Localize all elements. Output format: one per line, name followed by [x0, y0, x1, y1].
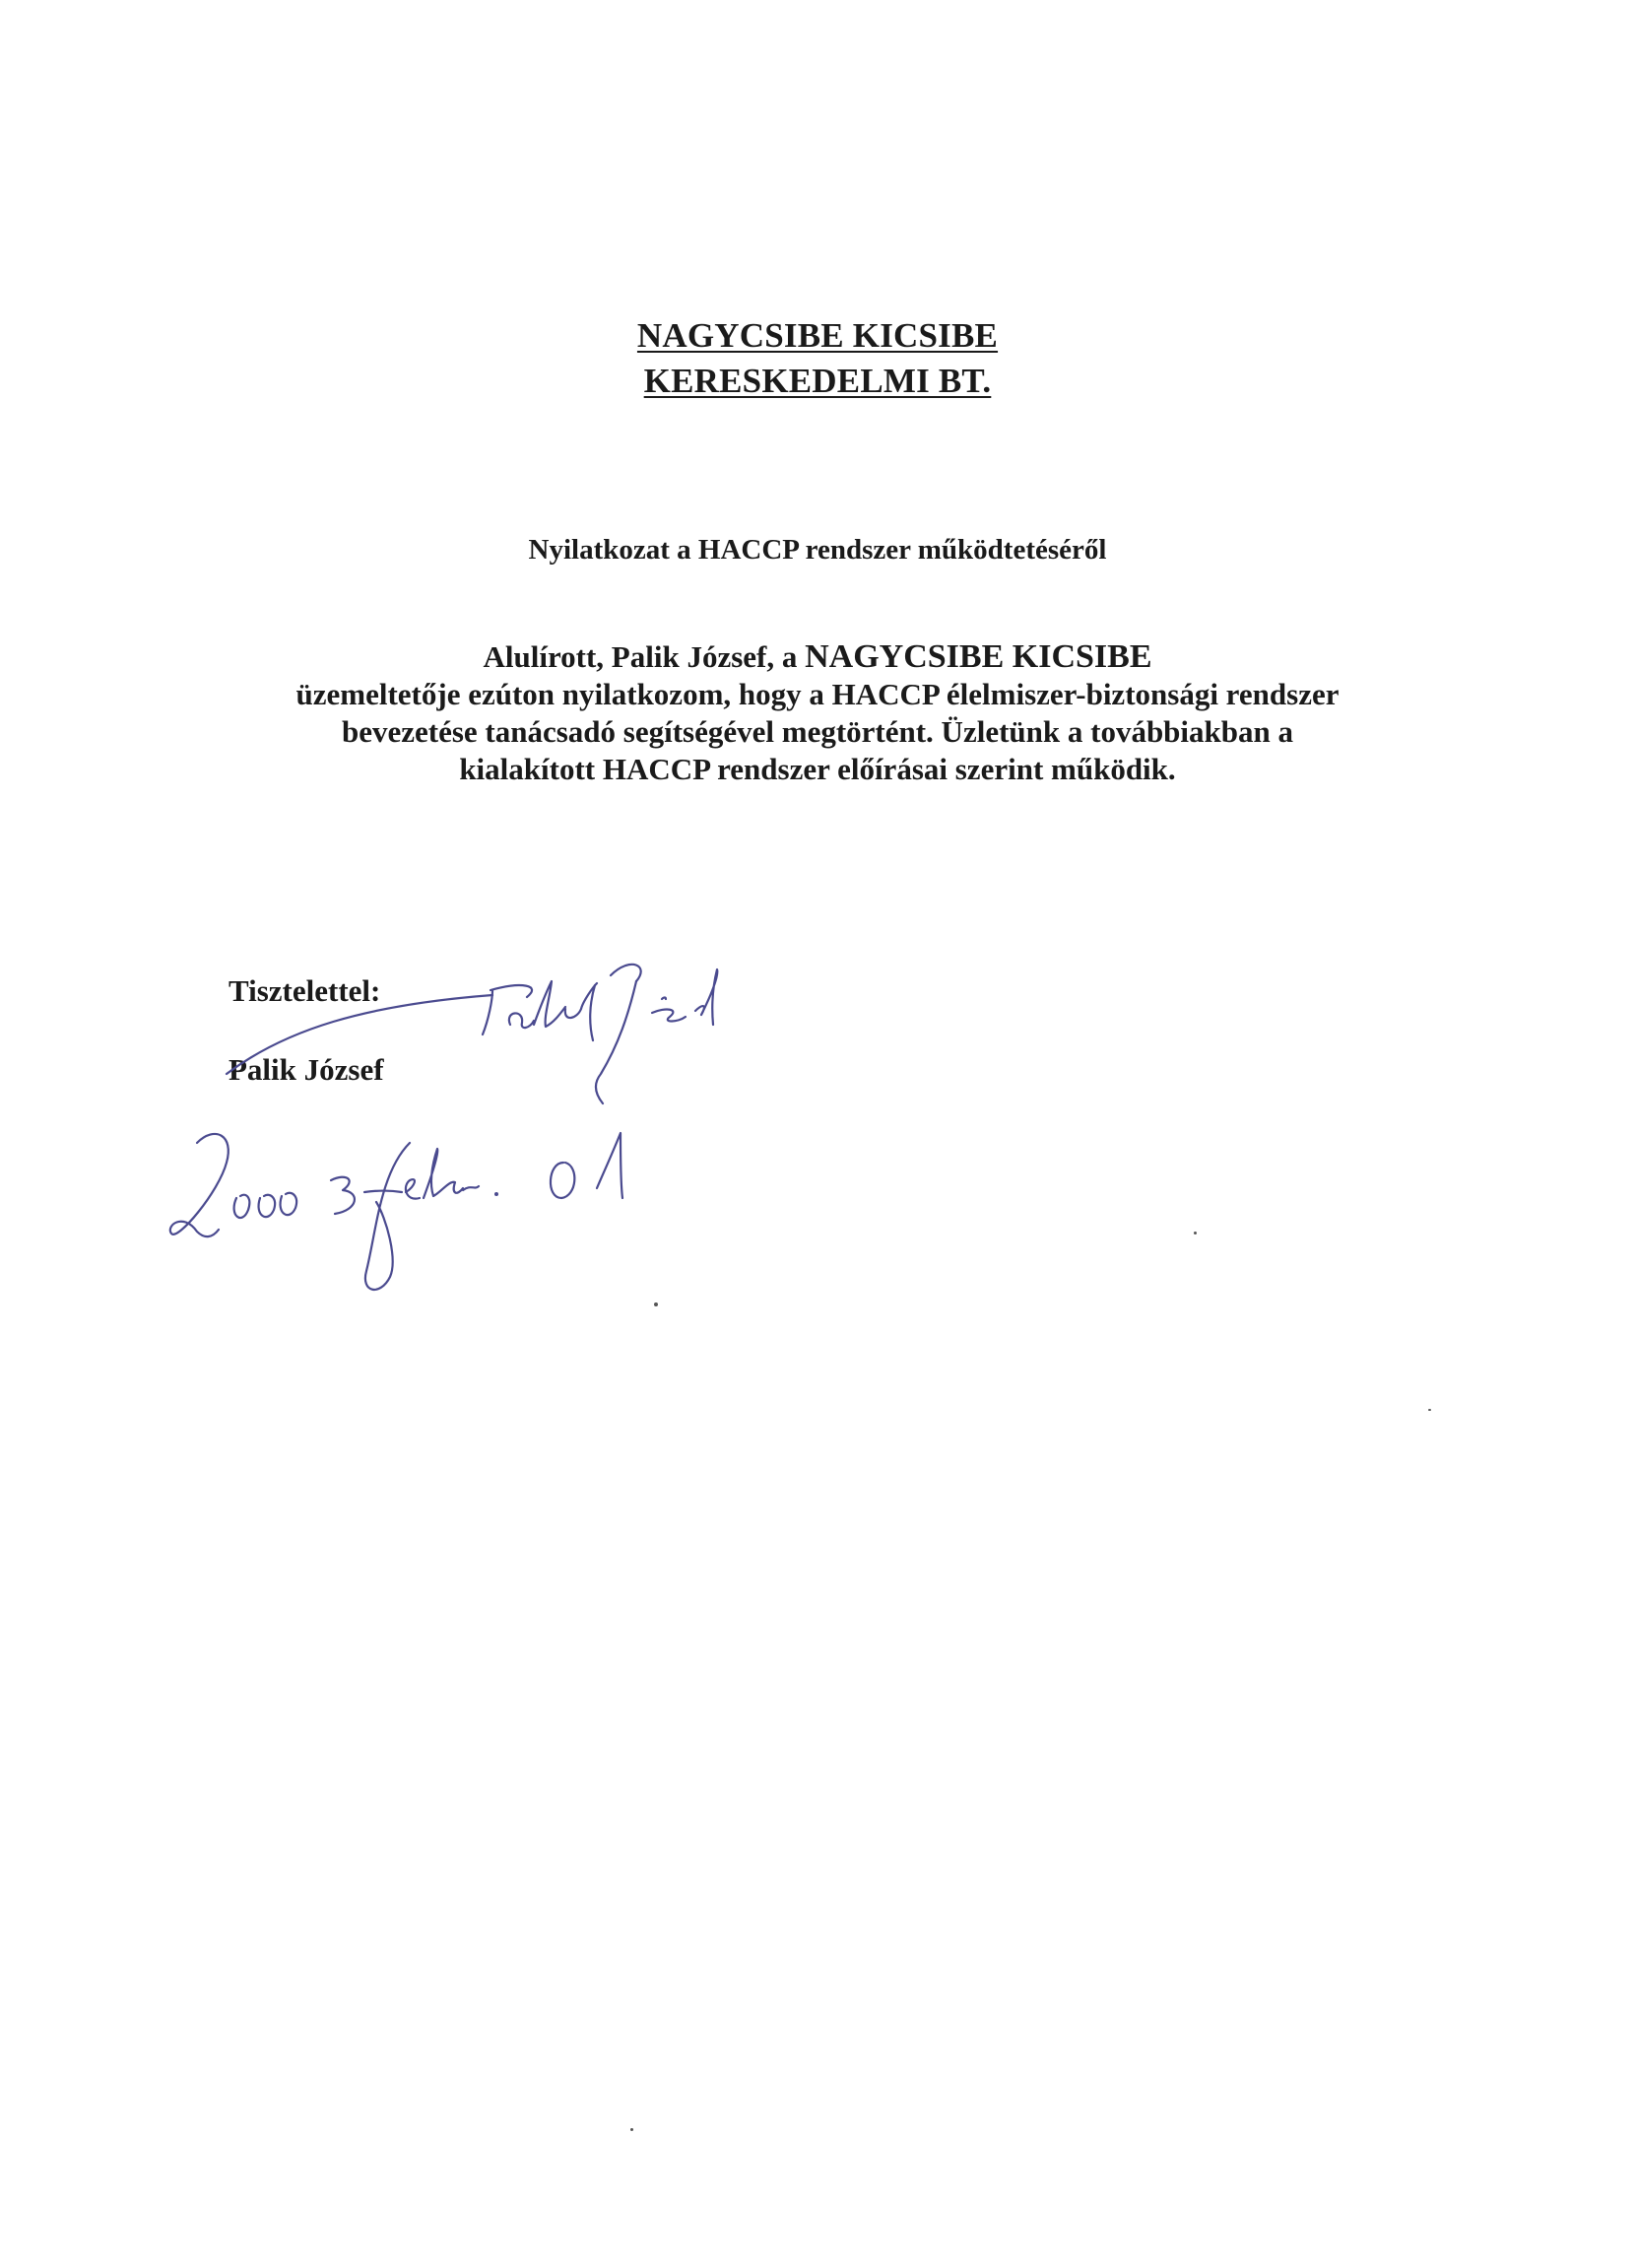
declaration-line-1 — [128, 638, 1507, 676]
declaration-line-2: üzemeltetője ezúton nyilatkozom, hogy a HACCP élelmiszer-biztonsági rendszer — [295, 677, 1340, 711]
declaration-line-1-prefix: Alulírott, Palik József, a — [483, 639, 806, 674]
scan-speck — [654, 1302, 658, 1306]
declaration-line-3: bevezetése tanácsadó segítségével megtörtént. Üzletünk a továbbiakban a — [341, 714, 1294, 749]
document-title: Nyilatkozat a HACCP rendszer működtetéséről — [528, 534, 1107, 566]
scan-speck — [1194, 1232, 1197, 1234]
handwritten-date — [158, 1123, 709, 1301]
closing-salutation: Tisztelettel: — [229, 973, 381, 1008]
scan-speck — [1428, 1409, 1431, 1411]
handwritten-signature — [197, 946, 749, 1123]
company-name-line1: NAGYCSIBE KICSIBE — [636, 316, 999, 355]
declaration-body — [128, 638, 1507, 788]
company-name-line2: KERESKEDELMI BT. — [643, 362, 992, 400]
declaration-company-name: NAGYCSIBE KICSIBE — [805, 638, 1152, 675]
scan-speck — [630, 2128, 633, 2131]
signer-name: Palik József — [229, 1052, 384, 1087]
declaration-line-4: kialakított HACCP rendszer előírásai szerint működik. — [459, 752, 1176, 786]
